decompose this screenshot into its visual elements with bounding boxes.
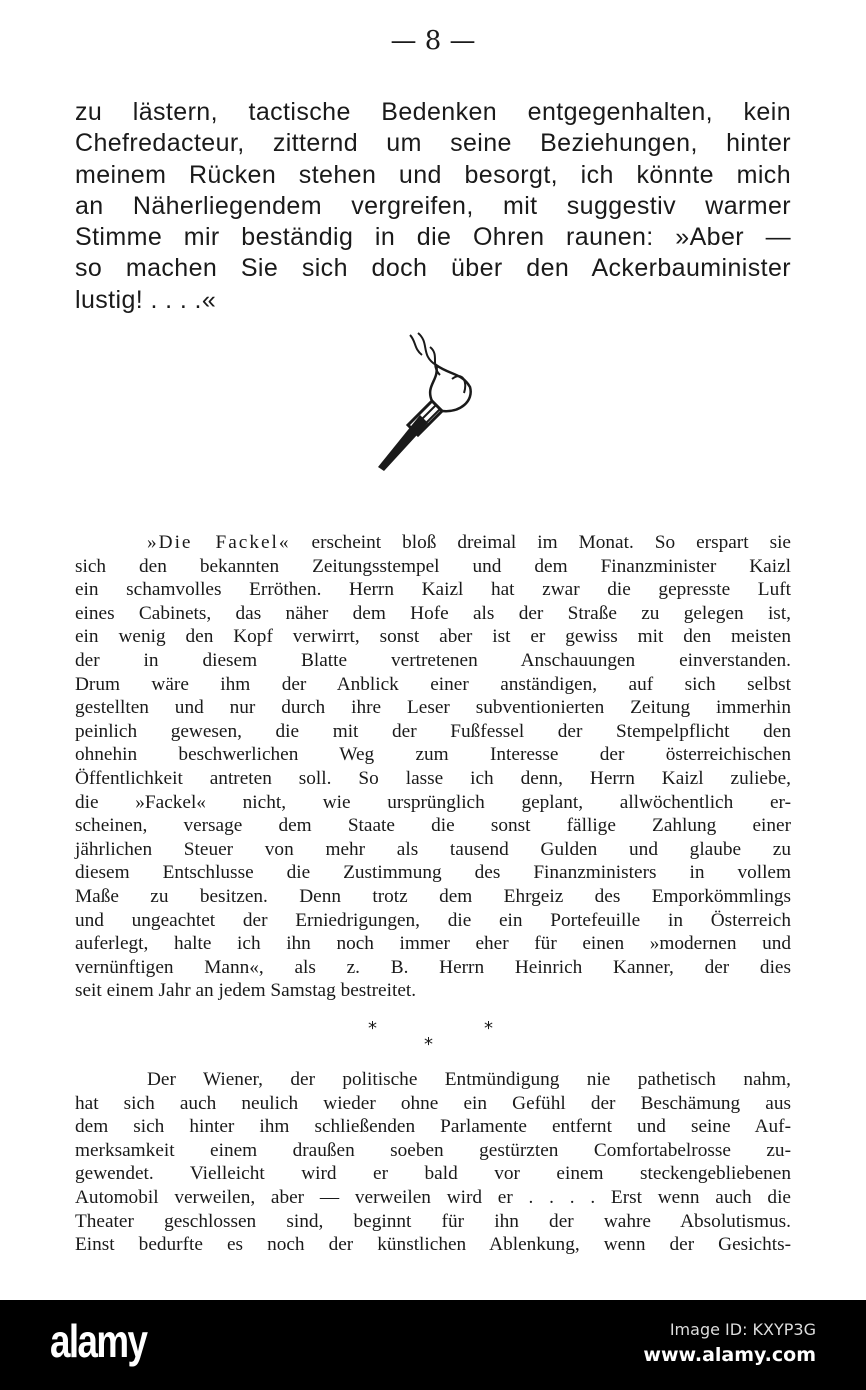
text-line: seit einem Jahr an jedem Samstag bestreitet. — [75, 980, 417, 1002]
text-line: ein wenig den Kopf verwirrt, sonst aber ist er gewiss mit den meisten — [75, 626, 791, 648]
asterisk: * — [368, 1018, 377, 1039]
page-number: — 8 — — [390, 26, 476, 56]
text-line: Der Wiener, der politische Entmündigung nie pathetisch nahm, — [147, 1069, 791, 1090]
text-line: gestellten und nur durch ihre Leser subventionierten Zeitung immerhin — [75, 697, 791, 719]
paragraph-wiener — [75, 1068, 791, 1257]
text-line: gewendet. Vielleicht wird er bald vor einem steckengebliebenen — [75, 1163, 791, 1185]
torch-icon — [370, 325, 490, 475]
text-line: jährlichen Steuer von mehr als tausend Gulden und glaube zu — [75, 838, 791, 860]
text-line: zu lästern, tactische Bedenken entgegenhalten, kein — [75, 98, 791, 126]
text-line: hat sich auch neulich wieder ohne ein Gefühl der Beschämung aus — [75, 1092, 791, 1114]
top-paragraph — [75, 97, 791, 316]
text-line: merksamkeit einem draußen soeben gestürzten Comfortabelrosse zu- — [75, 1139, 791, 1161]
text-line: der in diesem Blatte vertretenen Anschauungen einverstanden. — [75, 649, 791, 671]
image-id: Image ID: KXYP3G — [669, 1320, 816, 1339]
text-line: Theater geschlossen sind, beginnt für ihn der wahre Absolutismus. — [75, 1210, 791, 1232]
text-line: lustig! . . . .« — [75, 285, 217, 314]
journal-title: »Die Fackel« — [147, 532, 291, 553]
text-line: Maße zu besitzen. Denn trotz dem Ehrgeiz des Emporkömmlings — [75, 885, 791, 907]
text-line: diesem Entschlusse die Zustimmung des Finanzministers in vollem — [75, 862, 791, 884]
text-line: Einst bedurfte es noch der künstlichen Ablenkung, wenn der Gesichts- — [75, 1234, 791, 1256]
text-line: so machen Sie sich doch über den Ackerbauminister — [75, 254, 791, 283]
watermark-url: www.alamy.com — [643, 1344, 816, 1366]
text-line: sich den bekannten Zeitungsstempel und dem Finanzminister Kaizl — [75, 555, 791, 577]
text-line: auferlegt, halte ich ihn noch immer eher für einen »modernen und — [75, 933, 791, 955]
text-line: Automobil verweilen, aber — verweilen wird er . . . . Erst wenn auch die — [75, 1186, 791, 1208]
text-line: Chefredacteur, zitternd um seine Beziehungen, hinter — [75, 129, 791, 158]
watermark-bar — [0, 1300, 866, 1390]
text-line: meinem Rücken stehen und besorgt, ich könnte mich — [75, 160, 791, 189]
asterisk: * — [424, 1034, 433, 1055]
text-line: an Näherliegendem vergreifen, mit suggestiv warmer — [75, 191, 791, 220]
text-line — [75, 531, 791, 555]
text-line: ein schamvolles Erröthen. Herrn Kaizl hat zwar die gepresste Luft — [75, 579, 791, 601]
text-line: Stimme mir beständig in die Ohren raunen: »Aber — — [75, 223, 791, 252]
text-line: ohnehin beschwerlichen Weg zum Interesse der österreichischen — [75, 744, 791, 766]
text-line: eines Cabinets, das näher dem Hofe als der Straße zu gelegen ist, — [75, 602, 791, 624]
paragraph-fackel — [75, 531, 791, 1003]
text-line: und ungeachtet der Erniedrigungen, die ein Portefeuille in Österreich — [75, 909, 791, 931]
text-line: vernünftigen Mann«, als z. B. Herrn Heinrich Kanner, der dies — [75, 956, 791, 978]
text-line: dem sich hinter ihm schließenden Parlamente entfernt und seine Auf- — [75, 1116, 791, 1138]
text-line: die »Fackel« nicht, wie ursprünglich geplant, allwöchentlich er- — [75, 791, 791, 813]
text-fragment: erscheint bloß dreimal im Monat. So erspart sie — [290, 532, 791, 553]
text-line: scheinen, versage dem Staate die sonst fällige Zahlung einer — [75, 815, 791, 837]
section-separator — [360, 1018, 500, 1058]
text-line: Öffentlichkeit antreten soll. So lasse ich denn, Herrn Kaizl zuliebe, — [75, 767, 791, 789]
asterisk: * — [484, 1018, 493, 1039]
text-line: peinlich gewesen, die mit der Fußfessel der Stempelpflicht den — [75, 720, 791, 742]
alamy-logo: alamy — [50, 1315, 147, 1367]
text-line: Drum wäre ihm der Anblick einer anständigen, auf sich selbst — [75, 673, 791, 695]
